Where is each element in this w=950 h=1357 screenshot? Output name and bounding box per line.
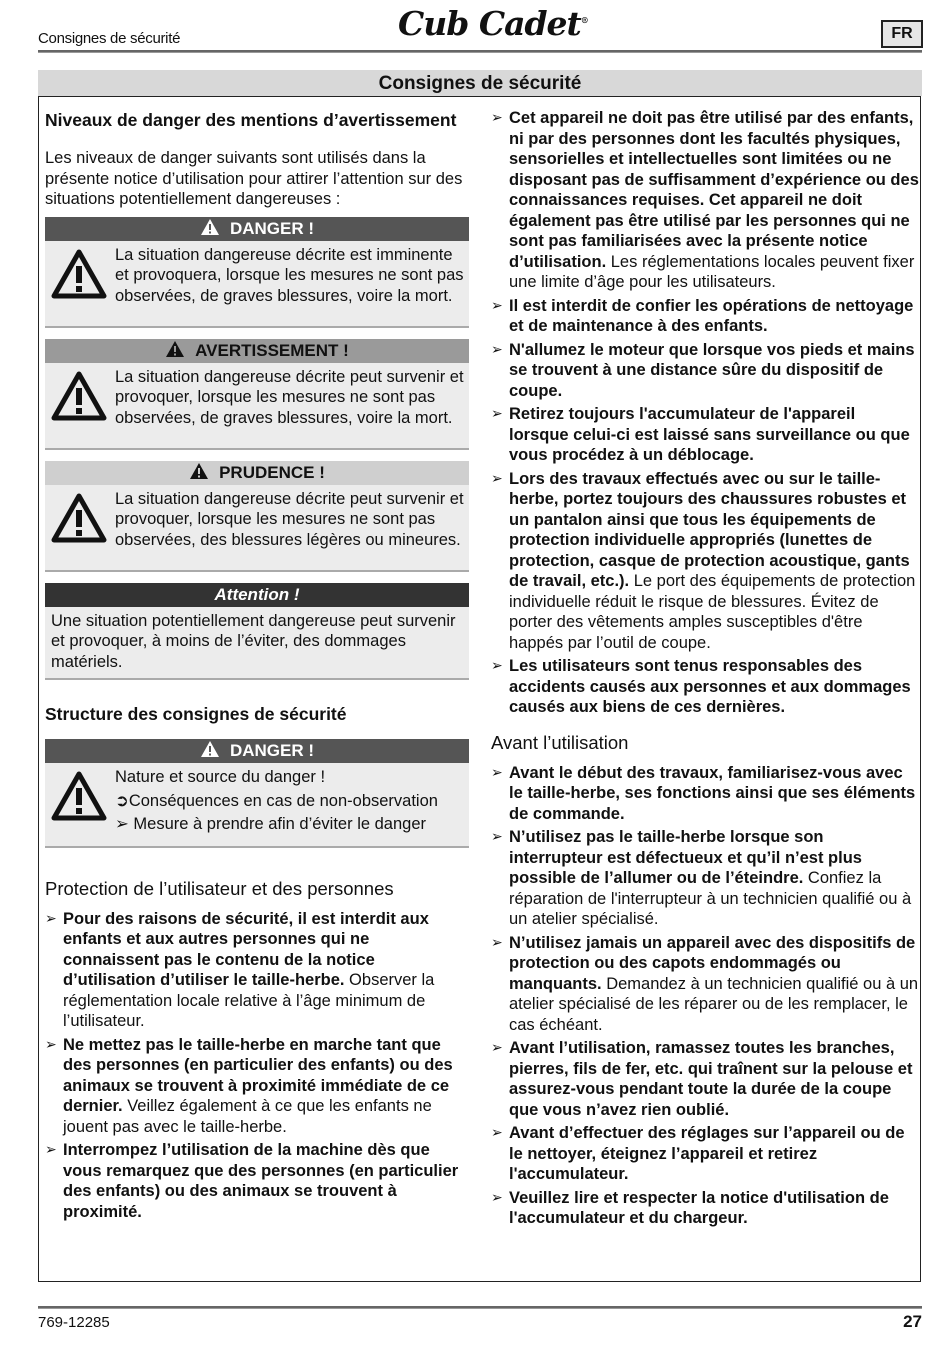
list-item: ➢ Les utilisateurs sont tenus responsables des accidents causés aux personnes et aux dommages causés aux biens de ces dernières. [491, 656, 919, 718]
warning-icon [200, 740, 220, 758]
list-item: ➢ Avant d’effectuer des réglages sur l’appareil ou de le nettoyer, éteignez l’appareil et retirez l'accumulateur. [491, 1123, 919, 1185]
warning-icon [51, 371, 107, 421]
list-item: ➢ Veuillez lire et respecter la notice d'utilisation de l'accumulateur et du chargeur. [491, 1188, 919, 1229]
list-item: ➢ N’utilisez jamais un appareil avec des dispositifs de protection ou des capots endommagés ou manquants. Demandez à un technicien qualifié ou à un atelier spécialisé de les réparer ou de les remplacer, le cas échéant. [491, 933, 919, 1036]
warning-text: La situation dangereuse décrite peut survenir et provoquer, lorsque les mesures ne sont pas observées, de graves blessures, voire la mort. [115, 367, 464, 427]
brand-logo: Cub Cadet® [398, 4, 588, 43]
list-item: ➢ Lors des travaux effectués avec ou sur le taille-herbe, portez toujours des chaussures robustes et un pantalon ainsi que tous les équipements de protection individuelle appropriés (lunettes de protection, casque de protection acoustique, gants de travail, etc.). Le port des équipements de protection individuelle réduit le risque de blessures. Évitez de porter des vêtements amples susceptibles d'être happés par l’outil de coupe. [491, 469, 919, 654]
section-title: Consignes de sécurité [38, 70, 922, 96]
structure-line-measure: ➢ Mesure à prendre afin d’éviter le danger [115, 814, 426, 833]
intro-text: Les niveaux de danger suivants sont utilisés dans la présente notice d’utilisation pour attirer l’attention sur des situations potentiellement dangereuses : [45, 149, 463, 208]
list-item: ➢ Il est interdit de confier les opérations de nettoyage et de maintenance à des enfants. [491, 296, 919, 337]
structure-box [45, 739, 469, 848]
structure-line-consequence: ➲Conséquences en cas de non-observation [115, 792, 438, 810]
heading-before-use: Avant l’utilisation [491, 731, 629, 753]
warning-icon [51, 771, 107, 821]
list-item: ➢ Interrompez l’utilisation de la machine dès que vous remarquez que des personnes (en particulier des enfants) ou des animaux se trouvent à proximité. [45, 1140, 469, 1222]
document-code: 769-12285 [38, 1314, 110, 1331]
header-section-label: Consignes de sécurité [38, 30, 181, 47]
protection-list [45, 909, 469, 1223]
language-badge: FR [881, 20, 923, 48]
heading-protection: Protection de l’utilisateur et des personnes [45, 877, 394, 899]
list-item: ➢ Avant le début des travaux, familiarisez-vous avec le taille-herbe, ses fonctions ainsi que ses éléments de commande. [491, 763, 919, 825]
warning-icon [51, 493, 107, 543]
list-item: ➢ Retirez toujours l'accumulateur de l'appareil lorsque celui-ci est laissé sans surveillance ou que vous procédez à un déblocage. [491, 404, 919, 466]
heading-danger-levels: Niveaux de danger des mentions d’avertissement [45, 110, 457, 130]
list-item: ➢ N’utilisez pas le taille-herbe lorsque son interrupteur est défectueux et qu’il n’est plus possible de l’allumer ou de l’éteindre. Confiez la réparation de l'interrupteur à un technicien qualifié ou à un atelier spécialisé. [491, 827, 919, 930]
page-number: 27 [903, 1312, 922, 1331]
danger-box [45, 217, 469, 328]
before-use-list [491, 763, 919, 1229]
danger-text: La situation dangereuse décrite est imminente et provoquera, lorsque les mesures ne sont pas observées, de graves blessures, voire la mort. [115, 245, 464, 305]
list-item: ➢ Cet appareil ne doit pas être utilisé par des enfants, ni par des personnes dont les facultés physiques, sensorielles et intellectuelles sont limitées ou ne disposant pas de suffisamment d’expérience ou des connaissances requises. Cet appareil ne doit également pas être utilisé par les personnes qui ne sont pas familiarisées avec la présente notice d’utilisation. Les réglementations locales peuvent fixer une limite d’âge pour les utilisateurs. [491, 108, 919, 293]
caution-header: PRUDENCE ! [45, 461, 469, 485]
attention-box [45, 583, 469, 680]
list-item: ➢ Ne mettez pas le taille-herbe en marche tant que des personnes (en particulier des enfants) ou des animaux se trouvent à proximité immédiate de ce dernier. Veillez également à ce que les enfants ne jouent pas avec le taille-herbe. [45, 1035, 469, 1138]
structure-line-source: Nature et source du danger ! [115, 767, 326, 786]
caution-text: La situation dangereuse décrite peut survenir et provoquer, lorsque les mesures ne sont pas observées, des blessures légères ou mineures. [115, 489, 464, 549]
danger-header: DANGER ! [45, 217, 469, 241]
list-item: ➢ N'allumez le moteur que lorsque vos pieds et mains se trouvent à une distance sûre du dispositif de coupe. [491, 340, 919, 402]
warning-icon [200, 218, 220, 236]
list-item: ➢ Pour des raisons de sécurité, il est interdit aux enfants et aux autres personnes qui ne connaissent pas le contenu de la notice d’utilisation d’utiliser le taille-herbe. Observer la réglementation locale relative à l’âge minimum de l’utilisateur. [45, 909, 469, 1032]
footer-rule [38, 1306, 922, 1309]
caution-box [45, 461, 469, 572]
warning-icon [189, 462, 209, 480]
structure-header: DANGER ! [45, 739, 469, 763]
list-item: ➢ Avant l’utilisation, ramassez toutes les branches, pierres, fils de fer, etc. qui traînent sur la pelouse et assurez-vous pendant toute la durée de la coupe que vous n’avez rien oublié. [491, 1038, 919, 1120]
attention-text: Une situation potentiellement dangereuse peut survenir et provoquer, à moins de l’éviter, des dommages matériels. [51, 611, 456, 671]
warning-header: AVERTISSEMENT ! [45, 339, 469, 363]
safety-list [491, 108, 919, 718]
left-column [45, 110, 469, 1225]
attention-header: Attention ! [45, 583, 469, 607]
heading-structure: Structure des consignes de sécurité [45, 703, 347, 724]
warning-box [45, 339, 469, 450]
warning-icon [51, 249, 107, 299]
warning-icon [165, 340, 185, 358]
right-column [491, 108, 919, 1232]
header-rule [38, 50, 922, 53]
